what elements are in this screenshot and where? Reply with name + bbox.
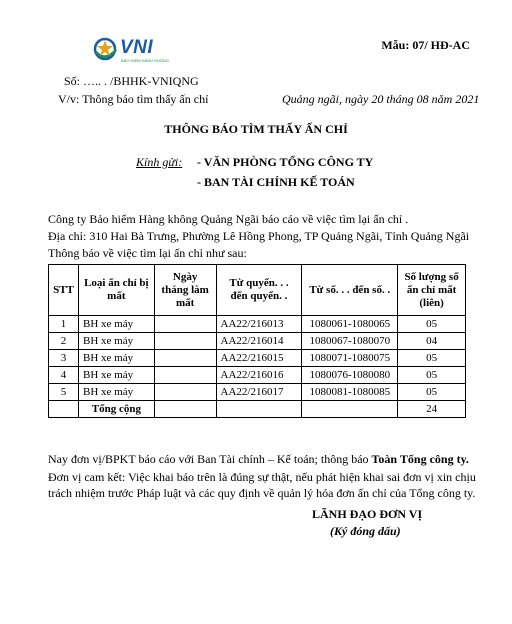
lost-documents-table: [48, 264, 466, 418]
row-book: AA22/216014: [216, 333, 302, 350]
logo-subtext: BẢO HIỂM HÀNG KHÔNG: [121, 58, 170, 63]
total-empty-cell: [49, 401, 79, 418]
row-stt: 4: [49, 367, 79, 384]
row-stt: 1: [49, 316, 79, 333]
document-title: THÔNG BÁO TÌM THẤY ẤN CHỈ: [164, 122, 348, 136]
table-row: [49, 367, 466, 384]
row-book: AA22/216015: [216, 350, 302, 367]
row-quantity: 04: [398, 333, 466, 350]
footer-commitment-1: Đơn vị cam kết: Việc khai báo trên là đúng sự thật, nếu phát hiện khai sai đơn vị xin chịu: [48, 470, 476, 484]
table-total-row: [49, 401, 466, 418]
document-number: Số: ….. . /BHHK-VNIQNG: [64, 74, 199, 88]
header-stt: STT: [49, 265, 79, 316]
company-logo: [92, 36, 176, 66]
table-header-row: [49, 265, 466, 316]
row-type: BH xe máy: [78, 350, 154, 367]
row-numbers: 1080081-1080085: [302, 384, 398, 401]
row-book: AA22/216013: [216, 316, 302, 333]
row-quantity: 05: [398, 384, 466, 401]
footer-report-line: [48, 452, 469, 467]
signature-note: (Ký đóng dấu): [330, 524, 401, 538]
recipient-2: - BAN TÀI CHÍNH KẾ TOÁN: [197, 175, 355, 189]
row-numbers: 1080071-1080075: [302, 350, 398, 367]
body-address: Địa chỉ: 310 Hai Bà Trưng, Phường Lê Hồng Phong, TP Quảng Ngãi, Tỉnh Quảng Ngãi: [48, 229, 470, 243]
row-quantity: 05: [398, 367, 466, 384]
row-type: BH xe máy: [78, 384, 154, 401]
footer-commitment-2: trách nhiệm trước Pháp luật và các quy định về quản lý hóa đơn ấn chỉ của Tổng công ty.: [48, 486, 476, 500]
table-row: [49, 384, 466, 401]
header-date-lost: Ngày tháng làm mất: [154, 265, 216, 316]
row-quantity: 05: [398, 350, 466, 367]
header-type: Loại ấn chỉ bị mất: [78, 265, 154, 316]
header-book-range: Từ quyển. . . đến quyển. .: [216, 265, 302, 316]
row-numbers: 1080067-1080070: [302, 333, 398, 350]
total-empty-cell: [302, 401, 398, 418]
header-quantity: Số lượng số ấn chỉ mất (liên): [398, 265, 466, 316]
row-date: [154, 367, 216, 384]
table-row: [49, 316, 466, 333]
total-value: 24: [398, 401, 466, 418]
total-empty-cell: [154, 401, 216, 418]
header-number-range: Từ số. . . đến số. .: [302, 265, 398, 316]
body-paragraph-3: Thông báo về việc tìm lại ấn chỉ như sau:: [48, 246, 247, 260]
document-date: Quảng ngãi, ngày 20 tháng 08 năm 2021: [282, 92, 480, 106]
footer-report-bold: Toàn Tổng công ty.: [371, 452, 469, 466]
row-numbers: 1080076-1080080: [302, 367, 398, 384]
total-empty-cell: [216, 401, 302, 418]
row-numbers: 1080061-1080065: [302, 316, 398, 333]
row-stt: 3: [49, 350, 79, 367]
row-date: [154, 316, 216, 333]
row-date: [154, 384, 216, 401]
row-type: BH xe máy: [78, 316, 154, 333]
recipient-label: Kính gửi:: [136, 155, 183, 169]
row-type: BH xe máy: [78, 367, 154, 384]
logo-text: VNI: [120, 37, 154, 58]
body-paragraph-1: Công ty Bảo hiểm Hàng không Quảng Ngãi báo cáo về việc tìm lại ấn chỉ .: [48, 212, 409, 226]
total-label: Tổng cộng: [78, 401, 154, 418]
row-type: BH xe máy: [78, 333, 154, 350]
subject-line: V/v: Thông báo tìm thấy ấn chỉ: [58, 92, 209, 106]
table-row: [49, 333, 466, 350]
row-date: [154, 333, 216, 350]
recipient-1: - VĂN PHÒNG TỔNG CÔNG TY: [197, 155, 374, 169]
row-stt: 5: [49, 384, 79, 401]
row-book: AA22/216017: [216, 384, 302, 401]
row-quantity: 05: [398, 316, 466, 333]
row-book: AA22/216016: [216, 367, 302, 384]
row-stt: 2: [49, 333, 79, 350]
signature-title: LÃNH ĐẠO ĐƠN VỊ: [312, 507, 423, 521]
table-row: [49, 350, 466, 367]
footer-report-text: Nay đơn vị/BPKT báo cáo với Ban Tài chính – Kế toán; thông báo: [48, 452, 372, 466]
row-date: [154, 350, 216, 367]
form-code: Mẫu: 07/ HĐ-AC: [381, 38, 470, 52]
